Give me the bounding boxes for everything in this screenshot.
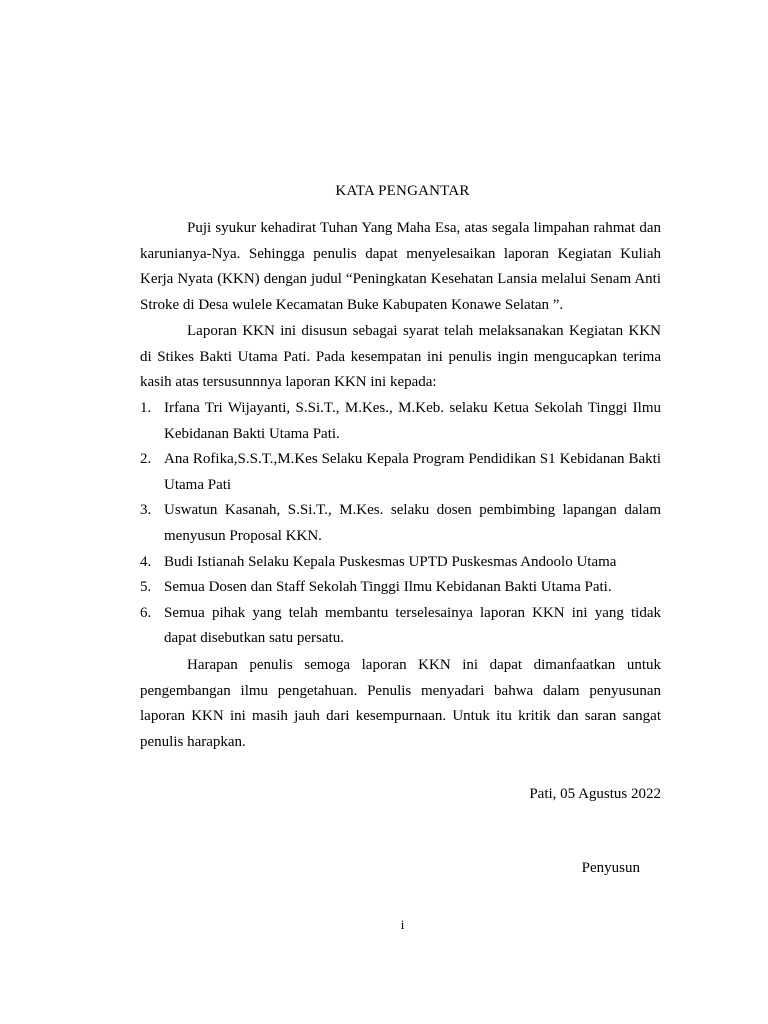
list-item <box>140 601 661 652</box>
list-item-number: 6. <box>140 604 152 621</box>
signer-label: Penyusun <box>581 860 640 876</box>
list-item <box>140 550 661 576</box>
page-title: KATA PENGANTAR <box>335 183 470 199</box>
paragraph-purpose: Laporan KKN ini disusun sebagai syarat telah melaksanakan Kegiatan KKN di Stikes Bakti Utama Pati. Pada kesempatan ini penulis ingin mengucapkan terima kasih atas tersusunnnya laporan KKN ini kepada: <box>140 323 661 391</box>
paragraph-opening: Puji syukur kehadirat Tuhan Yang Maha Esa, atas segala limpahan rahmat dan karunianya-Nya. Sehingga penulis dapat menyelesaikan laporan Kegiatan Kuliah Kerja Nyata (KKN) dengan judul “Peningkatan Kesehatan Lansia melalui Senam Anti Stroke di Desa wulele Kecamatan Buke Kabupaten Konawe Selatan ”. <box>140 220 661 313</box>
date-line: Pati, 05 Agustus 2022 <box>529 786 661 802</box>
list-item-number: 1. <box>140 400 152 416</box>
list-item <box>140 396 661 447</box>
list-item-text: Semua pihak yang telah membantu terselesainya laporan KKN ini yang tidak dapat disebutkan satu persatu. <box>164 604 661 647</box>
list-item <box>140 575 661 601</box>
list-item <box>140 447 661 498</box>
list-item-number: 4. <box>140 553 152 570</box>
acknowledgement-list <box>140 396 661 652</box>
list-item-number: 5. <box>140 579 152 596</box>
page-number: i <box>400 917 405 932</box>
list-item <box>140 498 661 549</box>
list-item-text: Semua Dosen dan Staff Sekolah Tinggi Ilmu Kebidanan Bakti Utama Pati. <box>164 579 612 596</box>
list-item-text: Budi Istianah Selaku Kepala Puskesmas UPTD Puskesmas Andoolo Utama <box>164 553 617 570</box>
list-item-number: 2. <box>140 451 152 468</box>
paragraph-closing: Harapan penulis semoga laporan KKN ini dapat dimanfaatkan untuk pengembangan ilmu pengetahuan. Penulis menyadari bahwa dalam penyusunan laporan KKN ini masih jauh dari kesempurnaan. Untuk itu kritik dan saran sangat penulis harapkan. <box>140 657 661 750</box>
list-item-text: Irfana Tri Wijayanti, S.Si.T., M.Kes., M.Keb. selaku Ketua Sekolah Tinggi Ilmu Kebidanan Bakti Utama Pati. <box>164 400 661 442</box>
list-item-text: Uswatun Kasanah, S.Si.T., M.Kes. selaku dosen pembimbing lapangan dalam menyusun Proposal KKN. <box>164 502 661 544</box>
list-item-text: Ana Rofika,S.S.T.,M.Kes Selaku Kepala Program Pendidikan S1 Kebidanan Bakti Utama Pati <box>164 451 661 493</box>
list-item-number: 3. <box>140 502 152 519</box>
